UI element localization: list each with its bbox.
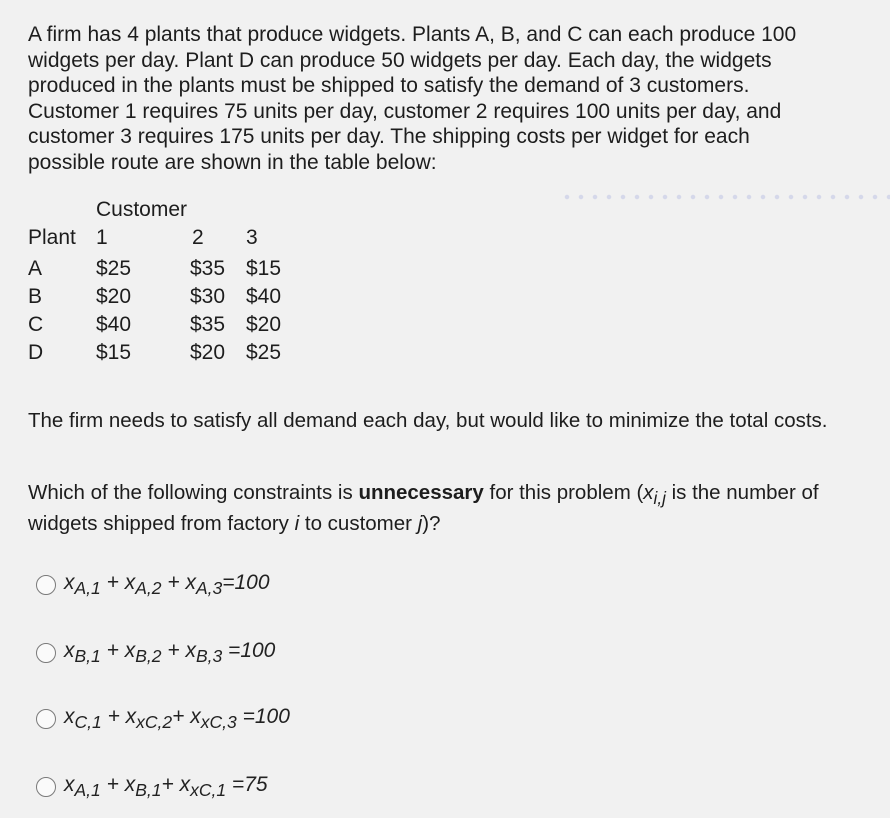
question-end: )? (422, 512, 441, 536)
plant-label: B (28, 285, 43, 308)
radio-button[interactable] (36, 575, 56, 595)
plant-label: C (28, 313, 44, 336)
answer-option-4[interactable] (36, 772, 268, 802)
cost-cell: $30 (190, 285, 226, 308)
cost-cell: $35 (190, 313, 226, 336)
radio-button[interactable] (36, 643, 56, 663)
radio-button[interactable] (36, 777, 56, 797)
problem-statement (28, 22, 858, 175)
cost-cell: $20 (246, 313, 282, 336)
index-i: i (294, 512, 300, 536)
customer-col-3: 3 (246, 226, 258, 249)
question-to: to customer (299, 512, 418, 536)
problem-line: produced in the plants must be shipped to satisfy the demand of 3 customers. (28, 74, 750, 97)
option-constraint: $x_{A,1} + x_{B,1}+ x_{xC,1} =75$ (64, 772, 268, 801)
variable-symbol: x (643, 481, 654, 504)
problem-line: customer 3 requires 175 units per day. The shipping costs per widget for each (28, 125, 750, 148)
question-emphasis: unnecessary (358, 481, 484, 504)
customer-col-2: 2 (192, 226, 204, 249)
cost-cell: $25 (246, 341, 282, 364)
cost-cell: $35 (190, 257, 226, 280)
option-constraint: $x_{B,1} + x_{B,2} + x_{B,3} =100$ (64, 638, 276, 667)
variable-subscript: i,j (653, 489, 666, 509)
question-text (28, 480, 848, 536)
cost-cell: $25 (96, 257, 132, 280)
customer-header: Customer (96, 198, 188, 221)
plant-header: Plant (28, 226, 76, 249)
cost-cell: $15 (96, 341, 132, 364)
customer-col-1: 1 (96, 226, 108, 249)
cost-cell: $40 (96, 313, 132, 336)
answer-option-1[interactable] (36, 570, 270, 600)
problem-line: widgets per day. Plant D can produce 50 widgets per day. Each day, the widgets (28, 48, 772, 72)
problem-line: Customer 1 requires 75 units per day, customer 2 requires 100 units per day, and (28, 99, 782, 123)
cost-cell: $15 (246, 257, 282, 280)
problem-line: possible route are shown in the table below: (28, 150, 437, 174)
objective-paragraph: The firm needs to satisfy all demand each day, but would like to minimize the total costs. (28, 409, 828, 432)
cost-cell: $40 (246, 285, 282, 308)
radio-button[interactable] (36, 709, 56, 729)
plant-label: D (28, 341, 44, 364)
question-after-var: is the number of widgets shipped from factory (28, 481, 819, 536)
option-constraint: $x_{A,1} + x_{A,2} + x_{A,3}=100$ (64, 570, 270, 599)
background-pattern (560, 190, 890, 210)
answer-option-3[interactable] (36, 704, 290, 734)
question-middle: for this problem ( (483, 481, 644, 504)
cost-cell: $20 (96, 285, 132, 308)
index-j: j (417, 512, 423, 536)
cost-cell: $20 (190, 341, 226, 364)
answer-option-2[interactable] (36, 638, 275, 668)
problem-line: A firm has 4 plants that produce widgets. Plants A, B, and C can each produce 100 (28, 23, 797, 46)
question-prefix: Which of the following constraints is (28, 481, 359, 504)
plant-label: A (28, 257, 43, 280)
option-constraint: $x_{C,1} + x_{xC,2}+ x_{xC,3} =100$ (64, 704, 290, 733)
